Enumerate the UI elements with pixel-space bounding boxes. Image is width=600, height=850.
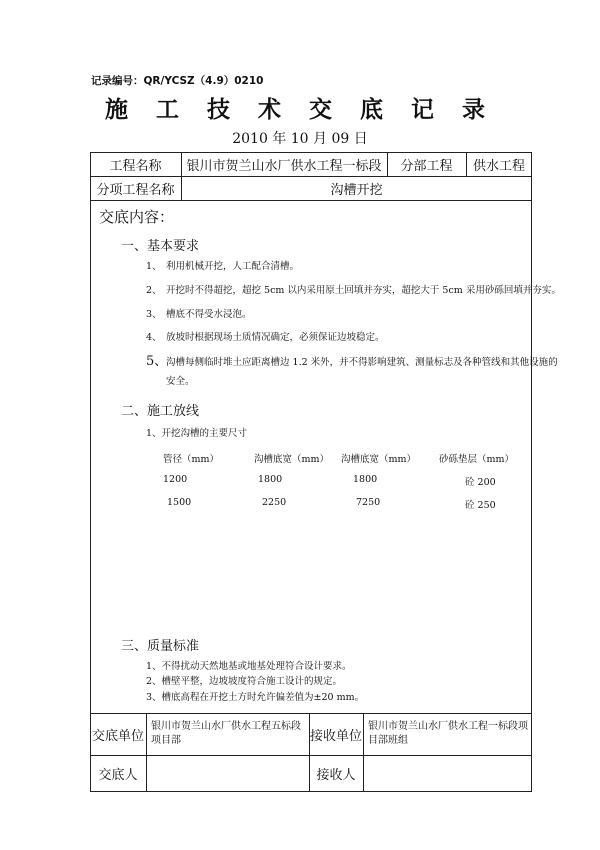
item-text: 沟槽每侧临时堆土应距离槽边 1.2 米外，并不得影响建筑、测量标志及各种管线和其他设施的 bbox=[166, 357, 558, 368]
item-text: 利用机械开挖，人工配合清槽。 bbox=[166, 261, 300, 272]
dim-cell: 1800 bbox=[353, 474, 378, 485]
handover-unit-label: 交底单位 bbox=[91, 728, 144, 744]
list-item bbox=[146, 305, 252, 324]
list-item bbox=[146, 352, 558, 372]
dim-cell: 1500 bbox=[167, 497, 192, 508]
item-text: 开挖时不得超挖，超挖 5cm 以内采用原土回填并夯实，超挖大于 5cm 采用砂砾回填并夯实。 bbox=[166, 285, 561, 296]
dim-cell: 2250 bbox=[262, 497, 287, 508]
dim-header: 沟槽底宽（mm） bbox=[254, 454, 330, 465]
document-title: 施 工 技 术 交 底 记 录 bbox=[104, 96, 496, 123]
dim-cell: 砼 200 bbox=[465, 477, 496, 488]
receiving-unit-value: 银川市贺兰山水厂供水工程一标段项目部班组 bbox=[368, 721, 528, 746]
receiving-unit-label: 接收单位 bbox=[309, 728, 362, 744]
content-heading: 交底内容： bbox=[99, 208, 175, 226]
quality-item: 2、槽壁平整，边坡坡度符合施工设计的规定。 bbox=[146, 676, 343, 687]
receiver-label: 接收人 bbox=[316, 768, 356, 783]
handover-person-value bbox=[146, 755, 309, 792]
record-number: 记录编号：QR/YCSZ（4.9）0210 bbox=[91, 75, 264, 87]
dim-header: 砂砾垫层（mm） bbox=[439, 454, 515, 465]
quality-item: 3、槽底高程在开挖土方时允许偏差值为±20 mm。 bbox=[146, 692, 365, 703]
subdivision-value: 沟槽开挖 bbox=[330, 182, 383, 198]
dim-header: 沟槽底宽（mm） bbox=[341, 454, 417, 465]
dim-cell: 1800 bbox=[258, 474, 283, 485]
project-name-value: 银川市贺兰山水厂供水工程一标段 bbox=[186, 158, 382, 174]
division-value: 供水工程 bbox=[472, 158, 525, 174]
dim-cell: 7250 bbox=[356, 497, 381, 508]
item-number: 1、 bbox=[146, 261, 162, 272]
dim-cell: 砼 250 bbox=[465, 500, 496, 511]
dim-header: 管径（mm） bbox=[163, 454, 220, 465]
list-item bbox=[146, 328, 385, 347]
handover-person-label: 交底人 bbox=[98, 768, 138, 783]
section-quality-title: 三、质量标准 bbox=[121, 639, 200, 654]
receiver-value bbox=[363, 755, 532, 792]
handover-unit-value: 银川市贺兰山水厂供水工程五标段项目部 bbox=[151, 721, 301, 746]
item-text: 放坡时根据现场土质情况确定，必须保证边坡稳定。 bbox=[166, 332, 385, 343]
item-number: 4、 bbox=[146, 332, 162, 343]
layout-subtitle: 1、开挖沟槽的主要尺寸 bbox=[146, 428, 248, 439]
list-item bbox=[146, 281, 561, 300]
section-basic-title: 一、基本要求 bbox=[121, 239, 200, 254]
row-divider bbox=[90, 200, 532, 201]
section-layout-title: 二、施工放线 bbox=[121, 404, 200, 419]
item-text: 槽底不得受水浸泡。 bbox=[166, 309, 252, 320]
item-number: 2、 bbox=[146, 285, 162, 296]
subdivision-label: 分项工程名称 bbox=[96, 182, 175, 198]
project-name-label: 工程名称 bbox=[109, 158, 162, 174]
list-item-continuation: 安全。 bbox=[166, 376, 195, 387]
division-label: 分部工程 bbox=[400, 158, 453, 174]
item-number: 5、 bbox=[146, 354, 168, 369]
list-item bbox=[146, 257, 299, 276]
quality-item: 1、不得扰动天然地基或地基处理符合设计要求。 bbox=[146, 661, 352, 672]
item-number: 3、 bbox=[146, 309, 162, 320]
document-date: 2010 年 10 月 09 日 bbox=[232, 131, 368, 147]
dim-cell: 1200 bbox=[163, 474, 188, 485]
